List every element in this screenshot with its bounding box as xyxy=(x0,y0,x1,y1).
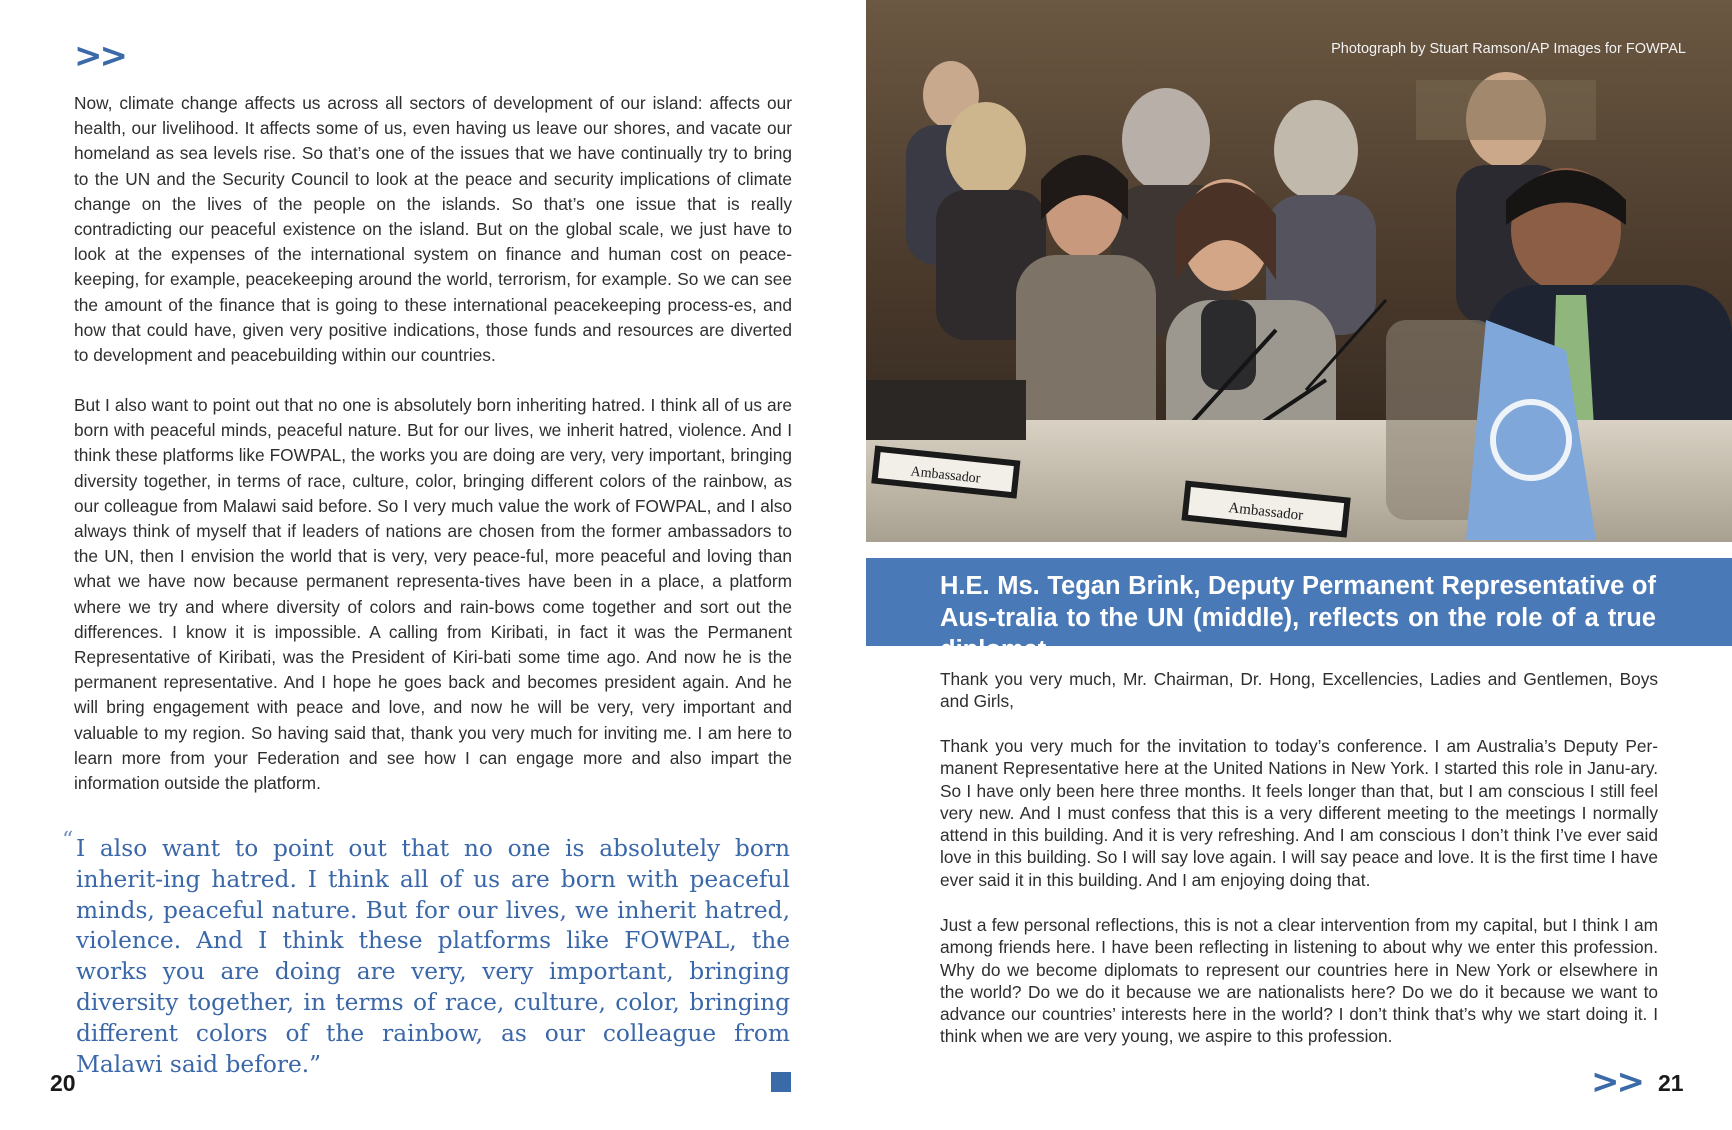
speech-paragraph-1: Thank you very much, Mr. Chairman, Dr. Hong, Excellencies, Ladies and Gentlemen, Boys and Girls, xyxy=(940,669,1658,712)
caption-band xyxy=(866,558,1732,664)
chevron-right-icon: >> xyxy=(74,36,125,76)
end-square-icon xyxy=(771,1072,791,1092)
placard-ambassador-1: Ambassador xyxy=(909,464,982,487)
speech-paragraph-3: Just a few personal reflections, this is not a clear intervention from my capital, but I think I am among friends here. I have been reflecting in listening to about why we enter this profession. Why do we become diplomats to represent our countries here in New York or elsewhere in the world? Do we do it because we are nationalists here? Do we do it because we want to advance our countries’ interests here in the world? I don’t think that’s why we start doing it. I think when we are very young, we aspire to this profession. xyxy=(940,915,1658,1047)
page-number-right: 21 xyxy=(1658,1070,1684,1096)
page-number-left: 20 xyxy=(50,1070,76,1096)
conference-photo xyxy=(866,0,1732,542)
pull-quote xyxy=(62,828,790,1080)
body-paragraph-1: Now, climate change affects us across all sectors of development of our island: affects our health, our livelihood. It affects some of us, even having us leave our shores, and vacate our homeland as sea levels rise. So that’s one of the issues that we have continually try to bring to the UN and the Security Council to look at the peace and security implications of climate change on the lives of the people on the islands. So that’s one issue that is really contradicting our peaceful existence on the island. But on the global scale, we just have to look at the expenses of the international system on finance and human cost on peace-keeping, for example, peacekeeping around the world, terrorism, for example. So we can see the amount of the finance that is going to these international peacekeeping process-es, and how that could have, given very positive indications, those funds and resources are diverted to development and peacebuilding within our countries. xyxy=(74,93,792,366)
placard-ambassador-2: Ambassador xyxy=(1227,500,1304,524)
pull-quote-text: I also want to point out that no one is absolutely born inherit-ing hatred. I think all of us are born with peaceful minds, peaceful nature. But for our lives, we inherit hatred, violence. And I think these platforms like FOWPAL, the works you are doing are very, very important, bringing diversity together, in terms of race, culture, color, bringing different colors of the rainbow, as our colleague from Malawi said before.” xyxy=(76,835,790,1078)
photo-credit: Photograph by Stuart Ramson/AP Images for FOWPAL xyxy=(1331,41,1686,57)
chevron-right-icon: >> xyxy=(1591,1062,1642,1102)
photo-caption: H.E. Ms. Tegan Brink, Deputy Permanent Representative of Aus-tralia to the UN (middle), reflects on the role of a true diplomat xyxy=(940,572,1656,664)
open-quote-mark: “ xyxy=(62,828,74,853)
speech-paragraph-2: Thank you very much for the invitation to today’s conference. I am Australia’s Deputy Per-manent Representative here at the United Nations in New York. I started this role in Janu-ary. So I have only been here three months. It feels longer than that, but I am conscious I still feel very new. And I must confess that this is a very different meeting to the meetings I normally attend in this building. And it is very refreshing. And I am conscious I don’t think I’ve ever said love in this building. So I will say love again. I will say peace and love. It is the first time I have ever said it in this building. And I am enjoying doing that. xyxy=(940,736,1658,890)
body-paragraph-2: But I also want to point out that no one is absolutely born inheriting hatred. I think all of us are born with peaceful minds, peaceful nature. But for our lives, we inherit hatred, violence. And I think these platforms like FOWPAL, the works you are doing are very, very important, bringing diversity together, in terms of race, culture, color, bringing different colors of the rainbow, as our colleague from Malawi said before. So I very much value the work of FOWPAL, and I also always think of myself that if leaders of nations are chosen from the former ambassadors to the UN, then I envision the world that is very, very peace-ful, more peaceful and loving than what we have now because permanent representa-tives have been in a place, a platform where we try and where diversity of colors and rain-bows come together and sort out the differences. I know it is impossible. A calling from Kiribati, in fact it was the Permanent Representative of Kiribati, was the President of Kiri-bati some time ago. And now he is the permanent representative. And I hope he goes back and becomes president again. And he will bring engagement with peace and love, and now he will be very, very important and valuable to my region. So having said that, thank you very much for inviting me. I am here to learn more from your Federation and see how I can engage more and also impart the information outside the platform. xyxy=(74,395,792,794)
